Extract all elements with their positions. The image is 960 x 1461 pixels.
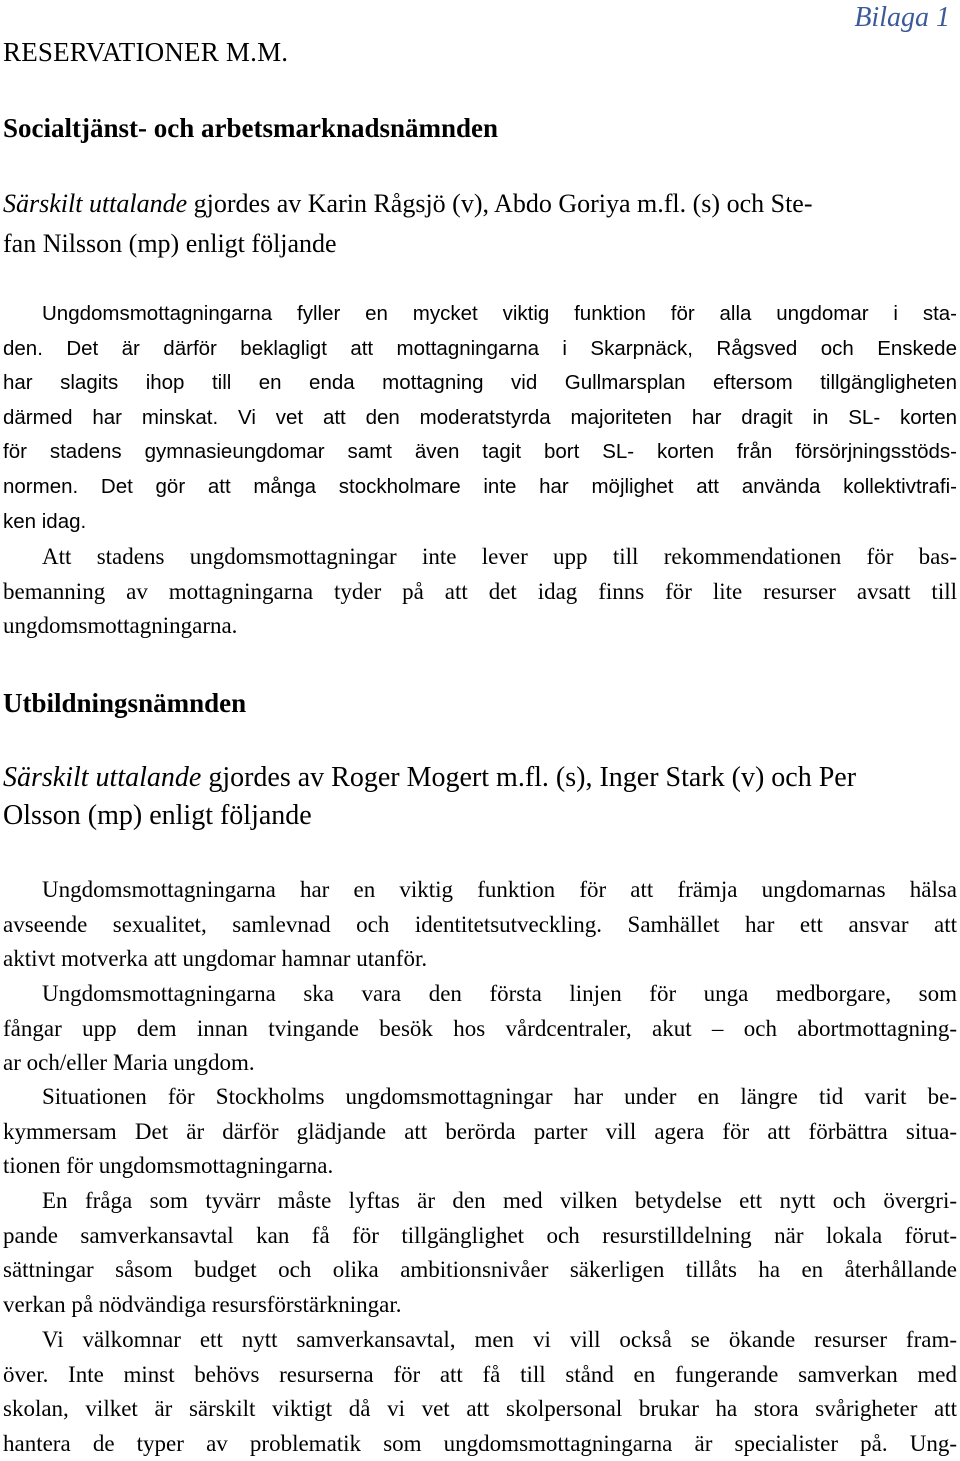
text-line: ungdomsmottagningarna. — [3, 609, 957, 644]
text-line: En fråga som tyvärr måste lyftas är den med vilken betydelse ett nytt och övergri- — [3, 1184, 957, 1219]
text-line: Ungdomsmottagningarna har en viktig funktion för att främja ungdomarnas hälsa — [3, 873, 957, 908]
section-heading-utbildning: Utbildningsnämnden — [3, 685, 246, 721]
text-line: ar och/eller Maria ungdom. — [3, 1046, 957, 1081]
section1-intro-rest: gjordes av Karin Rågsjö (v), Abdo Goriya m.fl. (s) och Ste- — [187, 189, 812, 218]
text-line: avseende sexualitet, samlevnad och identitetsutveckling. Samhället har ett ansvar att — [3, 908, 957, 943]
text-line: ken idag. — [3, 505, 957, 540]
text-line: fångar upp dem innan tvingande besök hos vårdcentraler, akut – och abortmottagning- — [3, 1012, 957, 1047]
text-line: sättningar såsom budget och olika ambitionsnivåer säkerligen tillåts ha en återhållande — [3, 1253, 957, 1288]
text-line: kymmersam Det är därför glädjande att berörda parter vill agera för att förbättra situa- — [3, 1115, 957, 1150]
text-line: för stadens gymnasieungdomar samt även tagit bort SL- korten från försörjningsstöds- — [3, 435, 957, 470]
section2-intro-italic: Särskilt uttalande — [3, 762, 201, 793]
section2-intro-line2: Olsson (mp) enligt följande — [3, 798, 312, 834]
text-line: bemanning av mottagningarna tyder på att det idag finns för lite resurser avsatt till — [3, 575, 957, 610]
text-line: Vi välkomnar ett nytt samverkansavtal, men vi vill också se ökande resurser fram- — [3, 1323, 957, 1358]
section2-intro-line1 — [3, 760, 856, 796]
section1-intro-line2: fan Nilsson (mp) enligt följande — [3, 226, 337, 262]
section2-paragraph-3 — [3, 1080, 957, 1184]
text-line: Att stadens ungdomsmottagningar inte lever upp till rekommendationen för bas- — [3, 540, 957, 575]
text-line: normen. Det gör att många stockholmare inte har möjlighet att använda kollektivtrafi- — [3, 470, 957, 505]
text-line: pande samverkansavtal kan få för tillgänglighet och resurstilldelning när lokala förut- — [3, 1219, 957, 1254]
section2-paragraph-4 — [3, 1184, 957, 1322]
section2-paragraph-1 — [3, 873, 957, 977]
text-line: skolan, vilket är särskilt viktigt då vi vet att skolpersonal brukar ha stora svårigheter att — [3, 1392, 957, 1427]
text-line: Ungdomsmottagningarna ska vara den första linjen för unga medborgare, som — [3, 977, 957, 1012]
text-line: över. Inte minst behövs resurserna för att få till stånd en fungerande samverkan med — [3, 1358, 957, 1393]
text-line: därmed har minskat. Vi vet att den moderatstyrda majoriteten har dragit in SL- korten — [3, 401, 957, 436]
section1-intro-line1 — [3, 186, 813, 222]
text-line: Situationen för Stockholms ungdomsmottagningar har under en längre tid varit be- — [3, 1080, 957, 1115]
text-line: verkan på nödvändiga resursförstärkningar. — [3, 1288, 957, 1323]
text-line: har slagits ihop till en enda mottagning vid Gullmarsplan eftersom tillgängligheten — [3, 366, 957, 401]
text-line: tionen för ungdomsmottagningarna. — [3, 1149, 957, 1184]
section2-paragraph-2 — [3, 977, 957, 1081]
section1-paragraph-1 — [3, 297, 957, 539]
section2-paragraph-5 — [3, 1323, 957, 1461]
section1-intro-italic: Särskilt uttalande — [3, 189, 187, 218]
section1-paragraph-2 — [3, 540, 957, 644]
section-heading-social: Socialtjänst- och arbetsmarknadsnämnden — [3, 110, 498, 146]
document-title: RESERVATIONER M.M. — [3, 34, 288, 70]
text-line: den. Det är därför beklagligt att mottagningarna i Skarpnäck, Rågsved och Enskede — [3, 332, 957, 367]
text-line: aktivt motverka att ungdomar hamnar utanför. — [3, 942, 957, 977]
text-line: hantera de typer av problematik som ungdomsmottagningarna är specialister på. Ung- — [3, 1427, 957, 1461]
appendix-label: Bilaga 1 — [854, 0, 950, 36]
text-line: Ungdomsmottagningarna fyller en mycket viktig funktion för alla ungdomar i sta- — [3, 297, 957, 332]
section2-intro-rest: gjordes av Roger Mogert m.fl. (s), Inger Stark (v) och Per — [201, 762, 856, 793]
